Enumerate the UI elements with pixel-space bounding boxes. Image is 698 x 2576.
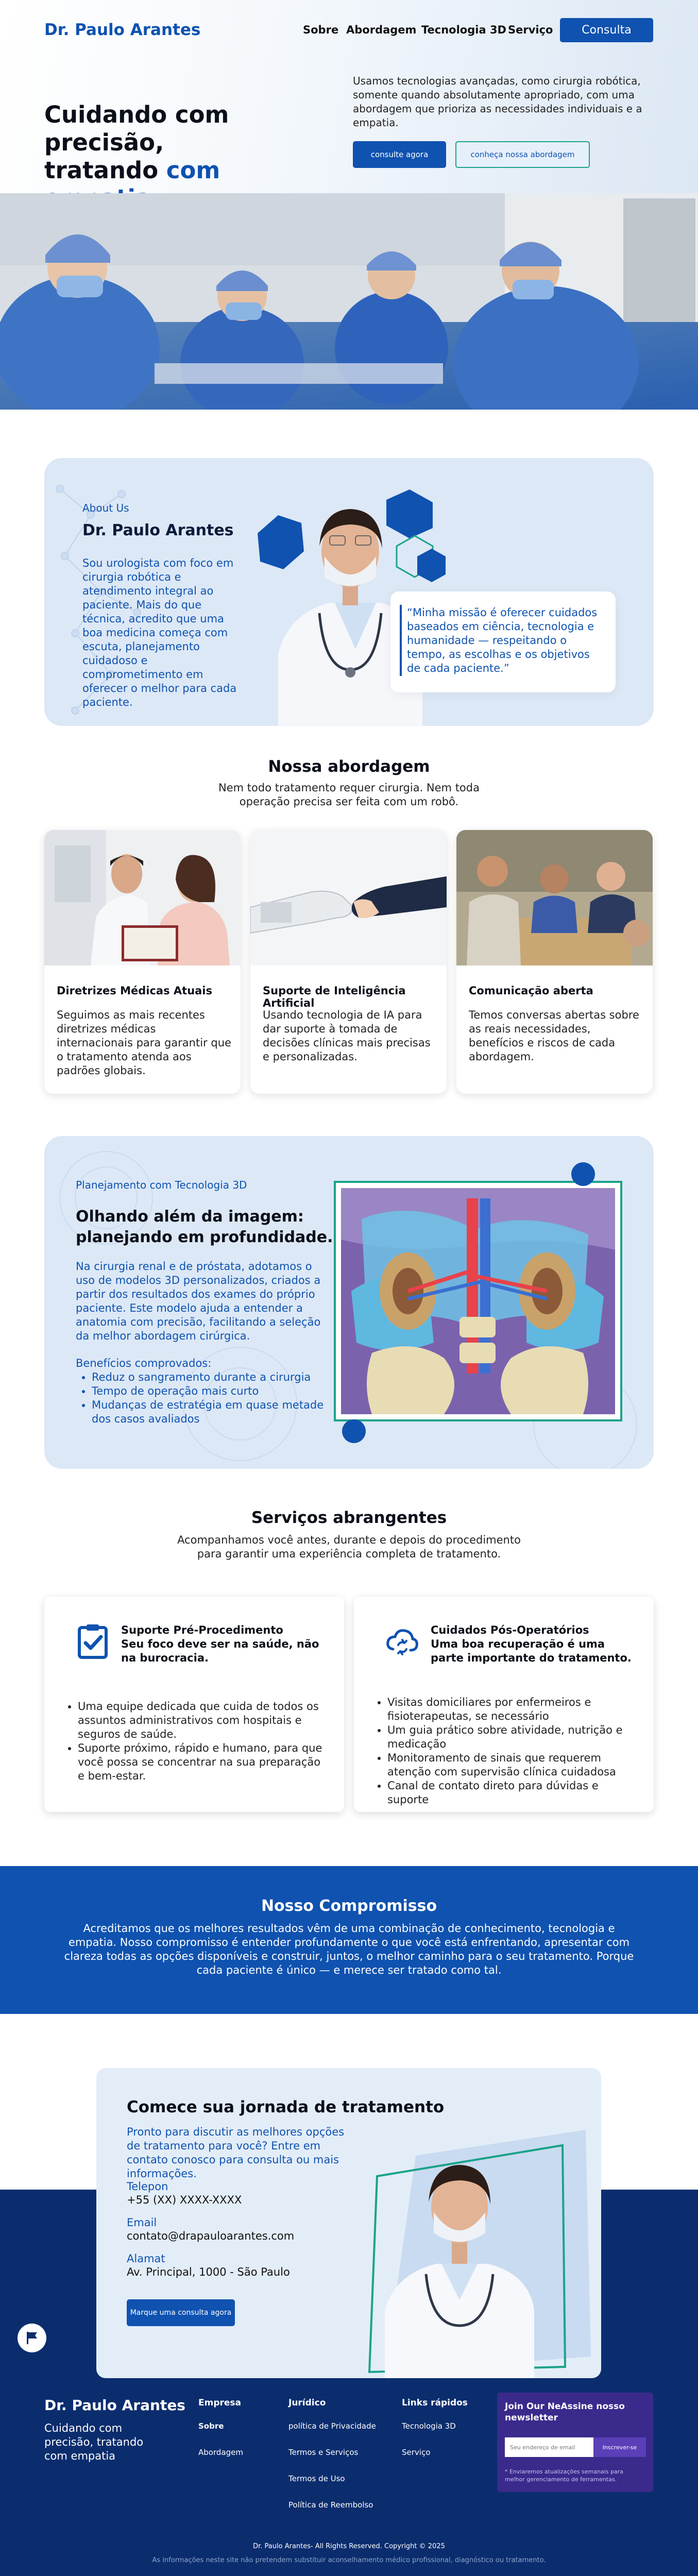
card-title: Comunicação aberta [469,985,593,997]
planning-title-line1: Olhando além da imagem: [76,1208,304,1226]
phone-value[interactable]: +55 (XX) XXXX-XXXX [127,2194,242,2206]
nav-tecnologia-3d[interactable]: Tecnologia 3D [421,24,506,36]
footer-col-links-title: Links rápidos [402,2398,468,2408]
conheca-abordagem-button[interactable]: conheça nossa abordagem [455,141,590,168]
footer-link-termos-uso[interactable]: Termos de Uso [288,2474,345,2483]
footer-link-sobre[interactable]: Sobre [198,2421,224,2431]
about-name: Dr. Paulo Arantes [82,521,234,539]
list-item: • Suporte próximo, rápido e humano, para que você possa se concentrar na sua preparação e bem-estar. [78,1741,330,1783]
list-item: • Um guia prático sobre atividade, nutrição e medicação [387,1723,640,1751]
planning-text: Na cirurgia renal e de próstata, adotamos o uso de modelos 3D personalizados, criados a partir dos resultados dos exames do próprio paciente. Este modelo ajuda a entender a anatomia com precisão, facilitando a seleção da melhor abordagem cirúrgica. [76,1260,321,1342]
nav-servico[interactable]: Serviço [508,24,553,36]
disclaimer: As informações neste site não pretendem substituir aconselhamento médico profissional, diagnóstico ou tratamento. [152,2556,546,2564]
newsletter-note: * Enviaremos atualizações semanais para melhor gerenciamento de ferramentas. [505,2468,624,2483]
services-subtitle-line2: para garantir uma experiência completa de tratamento. [197,1548,501,1560]
email-label: Email [127,2216,157,2229]
list-item: • Canal de contato direto para dúvidas e suporte [387,1779,640,1807]
newsletter-subscribe-button[interactable]: Inscrever-se [593,2437,646,2457]
flag-icon [18,2324,46,2352]
service-title-line2: Uma boa recuperação é uma parte importante do tratamento. [431,1638,632,1664]
planning-title [76,1207,344,1248]
footer-link-abordagem[interactable]: Abordagem [198,2448,243,2457]
service-list [387,1696,640,1807]
approach-card-guidelines [44,830,241,1094]
footer-brand[interactable]: Dr. Paulo Arantes [44,2397,185,2414]
footer-link-tecnologia-3d[interactable]: Tecnologia 3D [402,2421,456,2431]
3d-kidney-model-image [341,1188,615,1414]
commitment-title: Nosso Compromisso [261,1897,437,1915]
footer-tagline: Cuidando com precisão, tratando com empatia [44,2422,144,2462]
copyright: Dr. Paulo Arantes- All Rights Reserved. Copyright © 2025 [253,2543,445,2550]
services-subtitle-line1: Acompanhamos você antes, durante e depois do procedimento [177,1534,521,1546]
service-title-line2: Seu foco deve ser na saúde, não na burocracia. [121,1638,319,1664]
service-card-pre [44,1597,344,1812]
service-title-line1: Suporte Pré-Procedimento [121,1624,283,1636]
hero-description: Usamos tecnologias avançadas, como cirurgia robótica, somente quando absolutamente apropriado, com uma abordagem que prioriza as necessidades individuais e a empatia. [353,75,642,129]
footer-col-juridico-title: Jurídico [288,2398,326,2408]
service-title [121,1623,327,1665]
approach-card-ai [250,830,447,1094]
footer-col-empresa-title: Empresa [198,2398,241,2408]
quote-accent-bar [400,605,402,676]
consulta-button[interactable]: Consulta [560,18,653,42]
doctor-consult-photo [44,830,241,965]
hero-title-accent: com [166,157,220,184]
about-eyebrow: About Us [82,502,129,514]
card-title: Suporte de Inteligência Artificial [263,985,406,1009]
approach-card-communication [456,830,653,1094]
service-title [431,1623,637,1665]
phone-label: Telepon [127,2180,168,2193]
about-text: Sou urologista com foco em cirurgia robótica e atendimento integral ao paciente. Mais do que técnica, acredito que uma boa medicina começa com escuta, planejamento cuidadoso e comprometimento em oferecer o melhor para cada paciente. [82,557,237,708]
list-item: • Uma equipe dedicada que cuida de todos os assuntos administrativos com hospitais e seguros de saúde. [78,1700,330,1741]
approach-title: Nossa abordagem [268,757,430,776]
mission-quote: “Minha missão é oferecer cuidados baseados em ciência, tecnologia e humanidade — respeitando o tempo, as escolhas e os objetivos de cada paciente.” [407,606,598,674]
accessibility-button[interactable] [11,2317,53,2359]
footer-link-termos-servicos[interactable]: Termos e Serviços [288,2448,359,2457]
cloud-sync-icon [384,1622,421,1659]
consulte-agora-button[interactable]: consulte agora [353,141,446,168]
planning-eyebrow: Planejamento com Tecnologia 3D [76,1179,247,1191]
surgery-team-photo [0,193,698,410]
book-consultation-button[interactable]: Marque uma consulta agora [127,2299,235,2326]
footer-link-privacidade[interactable]: política de Privacidade [288,2421,376,2431]
list-item: • Tempo de operação mais curto [92,1384,334,1398]
list-item: • Reduz o sangramento durante a cirurgia [92,1370,334,1384]
benefits-title: Benefícios comprovados: [76,1357,212,1369]
commitment-text: Acreditamos que os melhores resultados vêm de uma combinação de conhecimento, tecnologia e empatia. Nosso compromisso é entender profundamente o que você está enfrentando, apresentar com clareza todas as opções disponíveis e construir, juntos, o melhor caminho para o seu tratamento. Porque cada paciente é único — e merece ser tratado como tal. [64,1922,634,1976]
decor-dot-top [571,1162,595,1186]
hero-title-line1: Cuidando com precisão, [44,101,229,156]
service-title-line1: Cuidados Pós-Operatórios [431,1624,589,1636]
approach-subtitle-line2: operação precisa ser feita com um robô. [239,795,459,808]
service-card-post [354,1597,654,1812]
card-text: Temos conversas abertas sobre as reais necessidades, benefícios e riscos de cada abordagem. [469,1009,639,1063]
clipboard-check-icon [74,1622,111,1659]
decor-dot-bottom [342,1419,366,1443]
newsletter-email-input[interactable] [505,2437,593,2457]
benefits-list [92,1370,334,1426]
contact-text: Pronto para discutir as melhores opções de tratamento para você? Entre em contato conosco para consulta ou mais informações. [127,2126,345,2180]
group-conversation-photo [456,830,653,965]
hero-title-prefix: tratando [44,157,166,184]
footer-link-reembolso[interactable]: Política de Reembolso [288,2500,373,2510]
email-value[interactable]: contato@drapauloarantes.com [127,2230,295,2242]
card-text: Seguimos as mais recentes diretrizes médicas internacionais para garantir que o tratamento atenda aos padrões globais. [57,1009,231,1077]
service-list [78,1700,330,1783]
robot-handshake-photo [250,830,447,965]
address-label: Alamat [127,2252,165,2265]
newsletter-title: Join Our NeAssine nosso newsletter [505,2401,625,2423]
contact-title: Comece sua jornada de tratamento [127,2098,445,2116]
footer-link-servico[interactable]: Serviço [402,2448,431,2457]
list-item: • Visitas domiciliares por enfermeiros e fisioterapeutas, se necessário [387,1696,640,1723]
planning-title-line2: planejando em profundidade. [76,1228,333,1246]
card-title: Diretrizes Médicas Atuais [57,985,213,997]
services-title: Serviços abrangentes [251,1509,447,1527]
nav-sobre[interactable]: Sobre [303,24,339,36]
list-item: • Mudanças de estratégia em quase metade dos casos avaliados [92,1398,334,1426]
approach-subtitle-line1: Nem todo tratamento requer cirurgia. Nem toda [218,782,480,794]
list-item: • Monitoramento de sinais que requerem atenção com supervisão clínica cuidadosa [387,1751,640,1779]
brand-logo[interactable]: Dr. Paulo Arantes [44,21,201,39]
address-value: Av. Principal, 1000 - São Paulo [127,2266,290,2278]
card-text: Usando tecnologia de IA para dar suporte à tomada de decisões clínicas mais precisas e personalizadas. [263,1009,431,1063]
nav-abordagem[interactable]: Abordagem [346,24,417,36]
